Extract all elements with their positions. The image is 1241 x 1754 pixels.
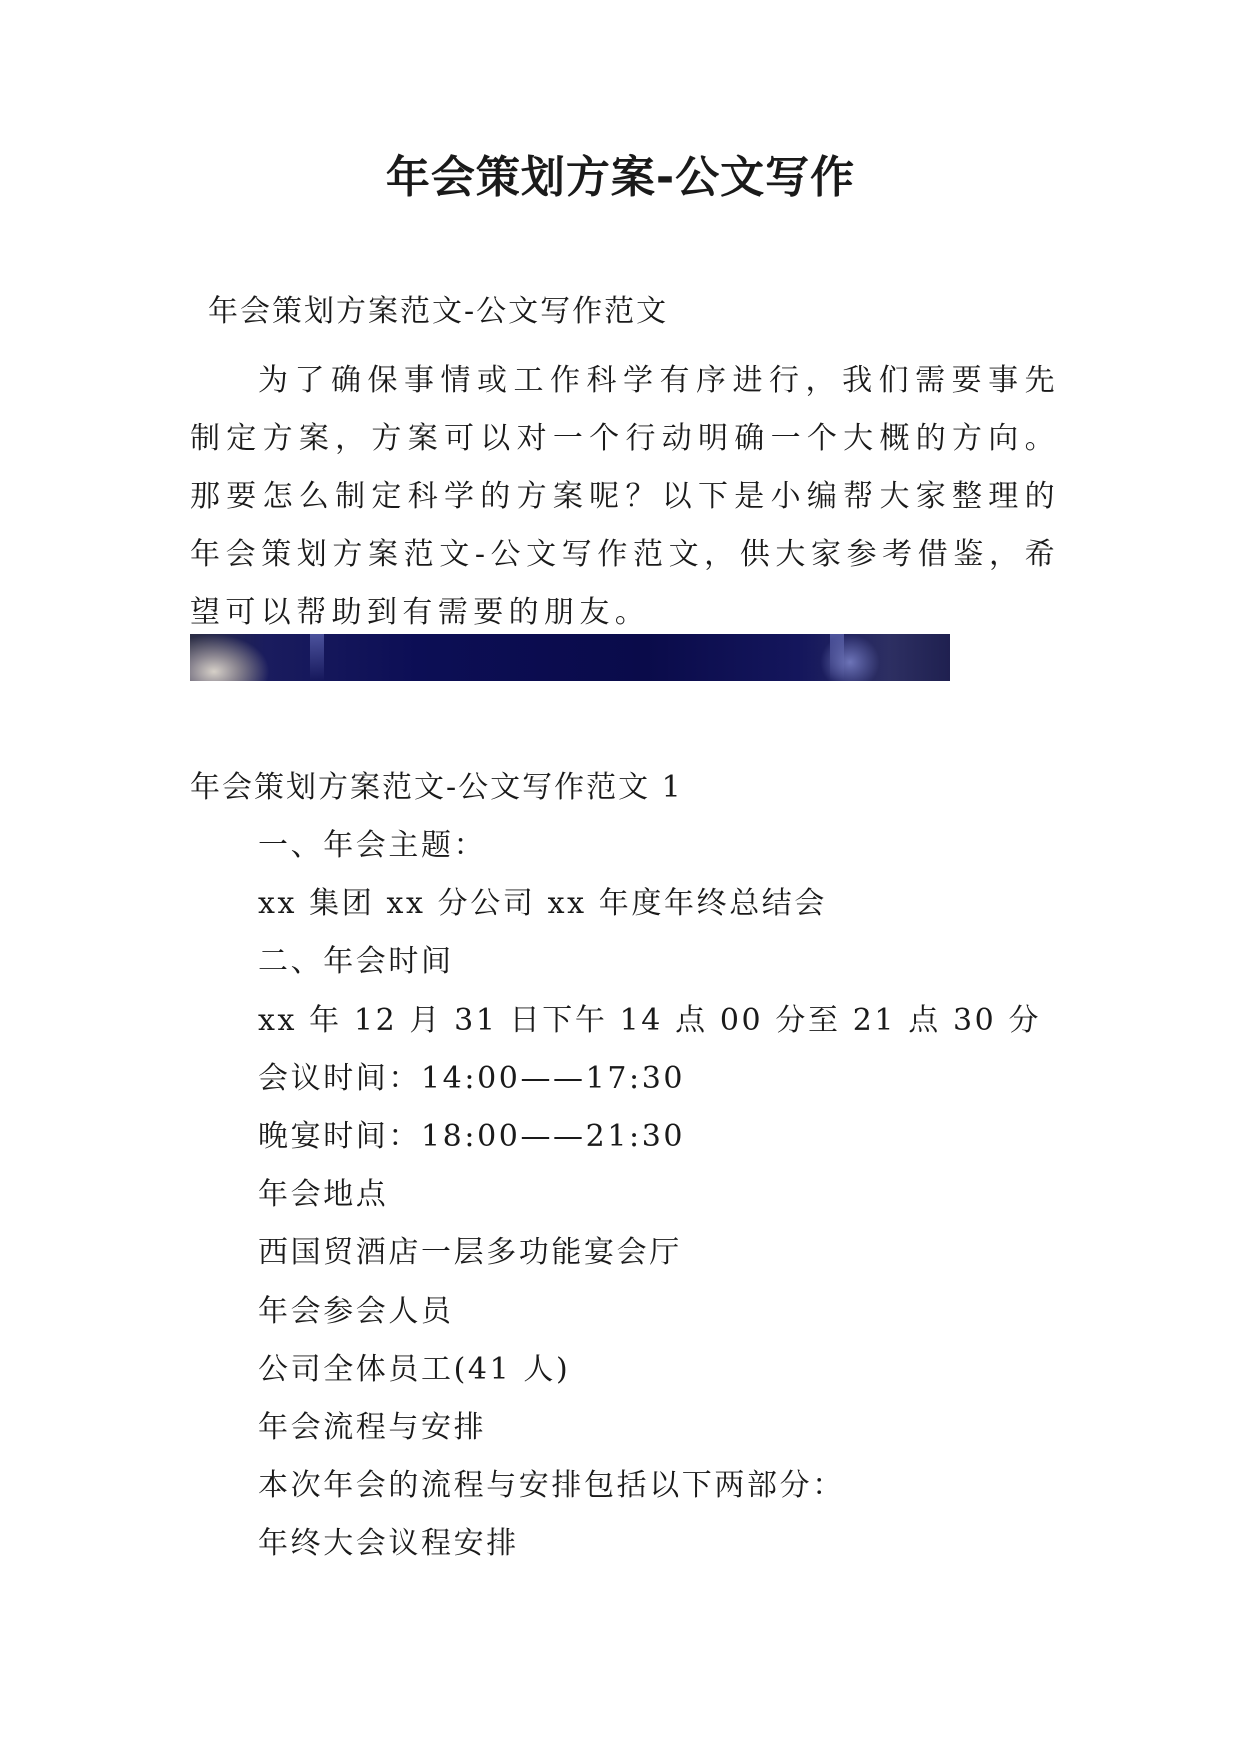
document-subtitle: 年会策划方案范文-公文写作范文 (208, 294, 669, 329)
plan-item: 一、年会主题： (258, 828, 487, 863)
plan-item: 会议时间：14:00——17:30 (258, 1060, 686, 1096)
intro-paragraph: 为了确保事情或工作科学有序进行，我们需要事先制定方案，方案可以对一个行动明确一个大概的方向。那要怎么制定科学的方案呢？以下是小编帮大家整理的年会策划方案范文-公文写作范文，供大家参考借鉴，希望可以帮助到有需要的朋友。 (190, 363, 1060, 630)
document-title: 年会策划方案-公文写作 (385, 152, 856, 203)
plan-item: 本次年会的流程与安排包括以下两部分： (258, 1468, 845, 1504)
plan-item: 二、年会时间 (258, 944, 454, 980)
plan-items-list (258, 826, 1041, 1582)
photo-light-left (190, 634, 270, 681)
plan-item: 年会流程与安排 (258, 1409, 487, 1445)
plan-item: 公司全体员工(41 人) (258, 1351, 571, 1387)
event-photo (190, 634, 950, 681)
plan-item: 年会地点 (258, 1177, 389, 1213)
photo-light-beam (310, 634, 324, 681)
section-title: 年会策划方案范文-公文写作范文 1 (190, 770, 683, 805)
plan-item: xx 集团 xx 分公司 xx 年度年终总结会 (258, 886, 827, 922)
photo-light-right (820, 634, 880, 681)
plan-item: 晚宴时间：18:00——21:30 (258, 1118, 686, 1154)
plan-item: 年会参会人员 (258, 1293, 454, 1329)
plan-item: 西国贸酒店一层多功能宴会厅 (258, 1235, 682, 1271)
plan-item: xx 年 12 月 31 日下午 14 点 00 分至 21 点 30 分 (258, 1002, 1042, 1038)
plan-item: 年终大会议程安排 (258, 1526, 519, 1562)
